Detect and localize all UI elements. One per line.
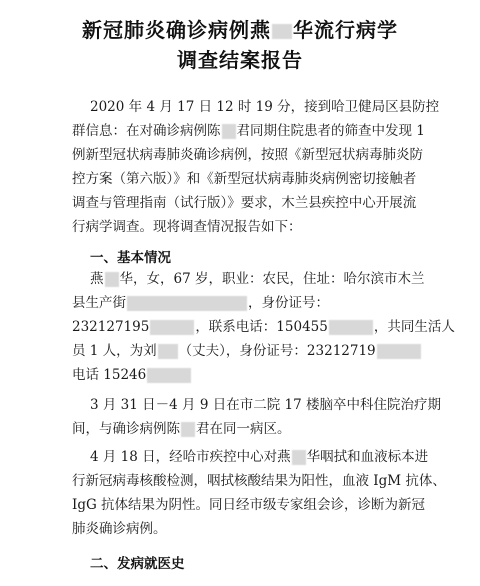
title-text-a: 新冠肺炎确诊病例燕 xyxy=(82,18,271,42)
paragraph-3-line xyxy=(72,420,452,438)
text-run: 君在同一病区。 xyxy=(196,421,291,437)
paragraph-3-line: 3 月 31 日－4 月 9 日在市二院 17 楼脑卒中科住院治疗期 xyxy=(90,397,441,413)
text-run: 君同期住院患者的筛查中发现 1 xyxy=(236,123,425,139)
paragraph-2-line xyxy=(72,342,452,360)
text-run: 员 1 人，为刘 xyxy=(72,343,157,359)
paragraph-2-line xyxy=(90,270,470,288)
paragraph-4-line: IgG 抗体结果为阴性。同日经市级专家组会诊，诊断为新冠 xyxy=(72,497,426,513)
paragraph-4-line: 肺炎确诊病例。 xyxy=(72,521,167,537)
redaction-mask xyxy=(272,24,292,39)
text-run: 县生产街 xyxy=(72,295,126,311)
text-run: 232127195 xyxy=(72,319,150,335)
paragraph-2-line xyxy=(72,318,455,336)
paragraph-1-line: 例新型冠状病毒肺炎确诊病例，按照《新型冠状病毒肺炎防 xyxy=(72,147,423,163)
report-title-line-1 xyxy=(0,14,480,43)
paragraph-2-line xyxy=(72,366,452,384)
paragraph-2-line xyxy=(72,294,452,312)
section-heading-medical-history: 二、发病就医史 xyxy=(90,556,185,572)
text-run: （丈夫），身份证号：23212719 xyxy=(178,343,376,359)
paragraph-1-line: 调查与管理指南（试行版）》要求，木兰县疾控中心开展流 xyxy=(72,195,417,211)
text-run: ，身份证号： xyxy=(248,295,329,311)
text-run: ，共同生活人 xyxy=(373,319,455,335)
paragraph-4-line: 行新冠病毒核酸检测，咽拭核酸结果为阳性，血液 IgM 抗体、 xyxy=(72,473,446,489)
title-text-b: 华流行病学 xyxy=(293,18,398,42)
redaction-mask xyxy=(105,272,119,287)
text-run: 华咽拭和血液标本进 xyxy=(306,449,429,465)
section-heading-basic-info: 一、基本情况 xyxy=(90,250,171,266)
redaction-mask xyxy=(377,344,421,359)
text-run: 电话 15246 xyxy=(72,367,147,383)
text-run: 燕 xyxy=(90,271,104,287)
redaction-mask xyxy=(292,450,306,465)
text-run: 华，女，67 岁，职业：农民，住址：哈尔滨市木兰 xyxy=(119,271,425,287)
redaction-mask xyxy=(150,320,194,335)
redaction-mask xyxy=(158,344,178,359)
redaction-mask xyxy=(127,296,247,311)
text-run: 群信息：在对确诊病例陈 xyxy=(72,123,221,139)
text-run: ，联系电话：150455 xyxy=(195,319,328,335)
paragraph-1-line: 2020 年 4 月 17 日 12 时 19 分，接到哈卫健局区县防控 xyxy=(90,99,440,115)
paragraph-1-line: 控方案（第六版）》和《新型冠状病毒肺炎病例密切接触者 xyxy=(72,171,417,187)
redaction-mask xyxy=(181,422,195,437)
redaction-mask xyxy=(329,320,373,335)
paragraph-1-line xyxy=(72,122,452,140)
paragraph-4-line xyxy=(90,448,470,466)
redaction-mask xyxy=(222,124,236,139)
text-run: 4 月 18 日，经哈市疾控中心对燕 xyxy=(90,449,291,465)
redaction-mask xyxy=(147,368,191,383)
paragraph-1-line: 行病学调查。现将调查情况报告如下： xyxy=(72,219,302,235)
report-title-line-2: 调查结案报告 xyxy=(177,48,303,72)
text-run: 间，与确诊病例陈 xyxy=(72,421,180,437)
